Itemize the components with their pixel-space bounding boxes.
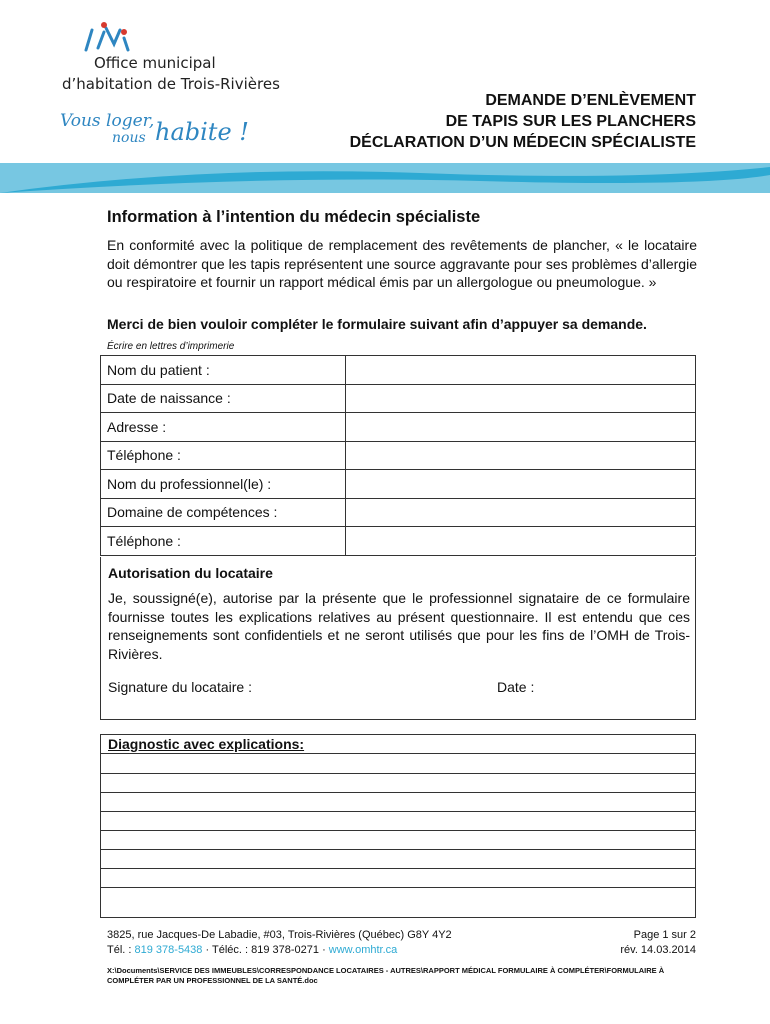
page-number: Page 1 sur 2 (633, 929, 696, 941)
tel-label: Tél. : (107, 944, 135, 956)
diagnostic-line[interactable] (101, 887, 695, 888)
field-input-birth-date[interactable] (346, 384, 696, 413)
slogan-logo (60, 102, 270, 152)
org-name-line2: d’habitation de Trois-Rivières (62, 75, 280, 93)
footer-address: 3825, rue Jacques-De Labadie, #03, Trois-Rivières (Québec) G8Y 4Y2 (107, 929, 452, 941)
table-row (101, 441, 696, 470)
patient-info-table (100, 355, 696, 556)
field-input-patient-name[interactable] (346, 356, 696, 385)
section-title: Information à l’intention du médecin spécialiste (107, 208, 481, 226)
footer-contact (107, 944, 397, 956)
authorization-text: Je, soussigné(e), autorise par la présente que le professionnel signataire de ce formulaire fournisse toutes les explications relatives au présent questionnaire. Il est entendu que ces renseignements sont confidentiels et ne seront utilisés que pour les fins de l’OMH de Trois-Rivières. (108, 590, 690, 662)
org-name-line1: Office municipal (94, 54, 216, 72)
header-banner (0, 163, 770, 193)
diagnostic-section[interactable] (100, 734, 696, 918)
date-field[interactable]: Date : (497, 679, 535, 695)
authorization-title: Autorisation du locataire (108, 565, 273, 581)
field-label-professional-phone: Téléphone : (101, 527, 346, 556)
field-input-professional-name[interactable] (346, 470, 696, 499)
diagnostic-line[interactable] (101, 849, 695, 850)
diagnostic-line[interactable] (101, 753, 695, 754)
authorization-section (100, 557, 696, 720)
diagnostic-line[interactable] (101, 792, 695, 793)
diagnostic-line[interactable] (101, 868, 695, 869)
table-row (101, 470, 696, 499)
print-instruction: Écrire en lettres d’imprimerie (107, 341, 235, 352)
field-input-professional-phone[interactable] (346, 527, 696, 556)
diagnostic-line[interactable] (101, 811, 695, 812)
website-link[interactable]: www.omhtr.ca (328, 944, 398, 956)
slogan-part1: Vous loger, (60, 111, 155, 131)
fax-label: · Téléc. : 819 378-0271 · (202, 944, 329, 956)
slogan-part2: nous (112, 130, 146, 146)
diagnostic-line[interactable] (101, 773, 695, 774)
table-row (101, 527, 696, 556)
field-label-patient-name: Nom du patient : (101, 356, 346, 385)
title-line1: DEMANDE D’ENLÈVEMENT (485, 92, 696, 109)
title-line3: DÉCLARATION D’UN MÉDECIN SPÉCIALISTE (349, 134, 696, 151)
field-input-patient-phone[interactable] (346, 441, 696, 470)
table-row (101, 384, 696, 413)
title-line2: DE TAPIS SUR LES PLANCHERS (445, 113, 696, 130)
phone-link[interactable]: 819 378-5438 (134, 944, 203, 956)
field-input-address[interactable] (346, 413, 696, 442)
file-path: X:\Documents\SERVICE DES IMMEUBLES\CORRESPONDANCE LOCATAIRES - AUTRES\RAPPORT MÉDICAL FORMULAIRE À COMPLÉTER\FORMULAIRE À COMPLÉTER PAR UN PROFESSIONNEL DE LA SANTÉ.doc (107, 966, 665, 985)
field-input-expertise[interactable] (346, 498, 696, 527)
table-row (101, 356, 696, 385)
diagnostic-line[interactable] (101, 830, 695, 831)
intro-paragraph: En conformité avec la politique de remplacement des revêtements de plancher, « le locataire doit démontrer que les tapis représentent une source aggravante pour ses problèmes d’allergie ou respiratoire et fournir un rapport médical émis par un allergologue ou pneumologue. » (107, 237, 697, 290)
field-label-professional-name: Nom du professionnel(le) : (101, 470, 346, 499)
slogan-part3: habite ! (155, 118, 249, 146)
field-label-address: Adresse : (101, 413, 346, 442)
field-label-birth-date: Date de naissance : (101, 384, 346, 413)
field-label-expertise: Domaine de compétences : (101, 498, 346, 527)
table-row (101, 498, 696, 527)
table-row (101, 413, 696, 442)
diagnostic-title: Diagnostic avec explications: (108, 736, 305, 752)
request-text: Merci de bien vouloir compléter le formulaire suivant afin d’appuyer sa demande. (107, 316, 647, 332)
document-title (350, 90, 696, 153)
signature-field[interactable]: Signature du locataire : (108, 679, 252, 695)
field-label-patient-phone: Téléphone : (101, 441, 346, 470)
revision-date: rév. 14.03.2014 (620, 944, 696, 956)
